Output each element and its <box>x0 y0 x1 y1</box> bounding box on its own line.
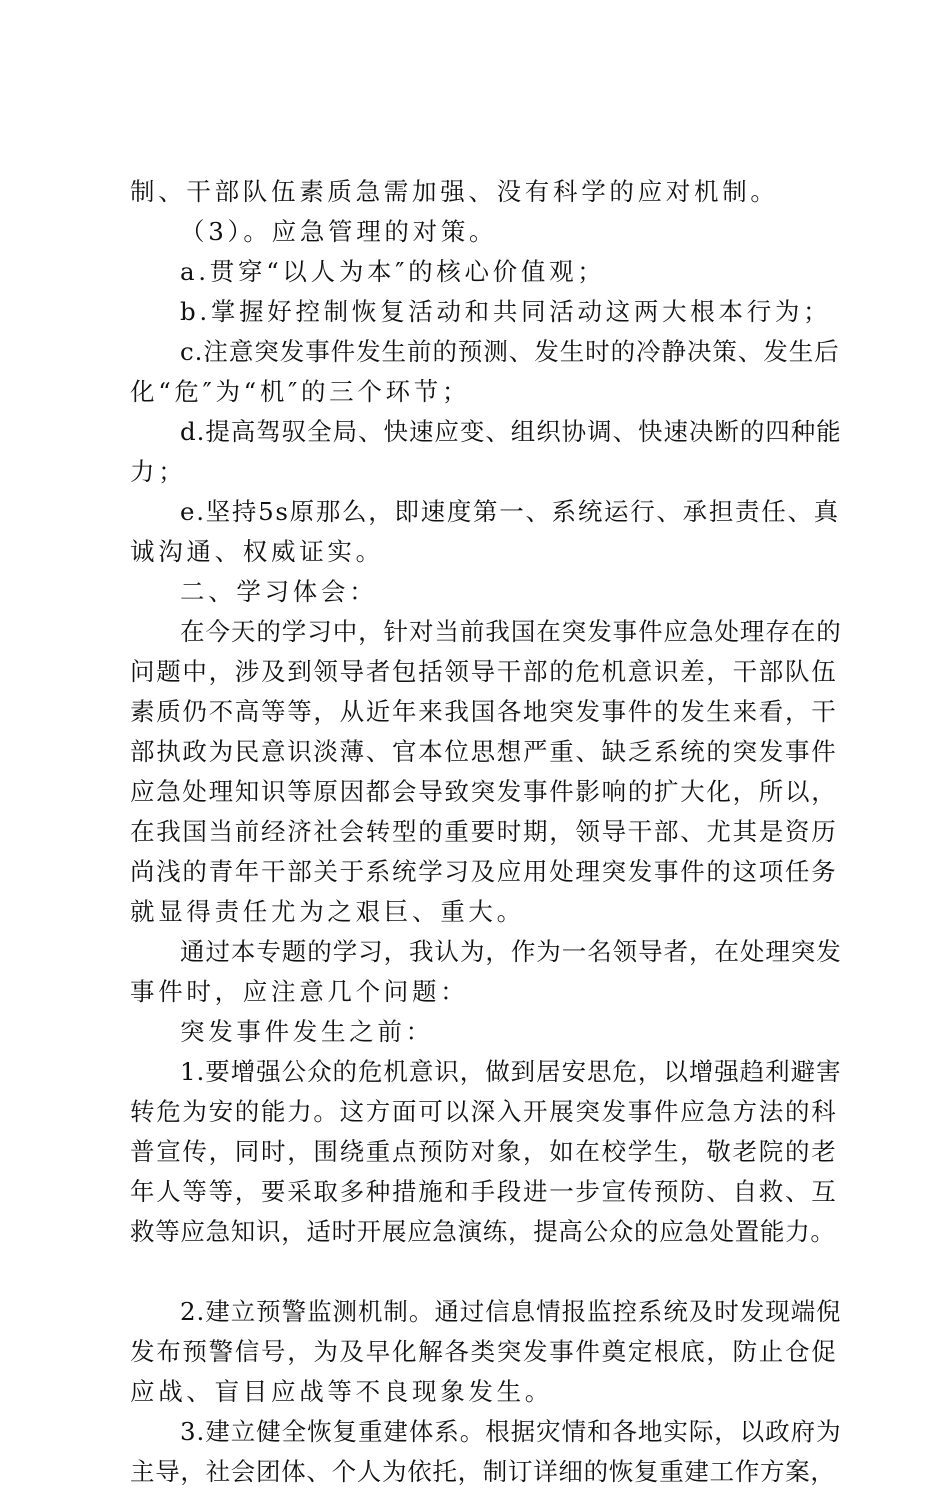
text-line: 就显得责任尤为之艰巨、重大。 <box>130 897 525 926</box>
text-line: 普宣传，同时，围绕重点预防对象，如在校学生，敬老院的老 <box>130 1137 838 1166</box>
blank-line <box>130 1252 842 1292</box>
paragraph-start: 在今天的学习中，针对当前我国在突发事件应急处理存在的 <box>180 617 842 646</box>
text-line: 转危为安的能力。这方面可以深入开展突发事件应急方法的科 <box>130 1097 838 1126</box>
text-line: 部执政为民意识淡薄、官本位思想严重、缺乏系统的突发事件 <box>130 737 838 766</box>
text-line: 素质仍不高等等，从近年来我国各地突发事件的发生来看，干 <box>130 697 838 726</box>
text-line: 力； <box>130 457 187 486</box>
text-line: 应战、盲目应战等不良现象发生。 <box>130 1377 553 1406</box>
section-heading: 突发事件发生之前： <box>180 1017 434 1046</box>
text-line: 主导，社会团体、个人为依托，制订详细的恢复重建工作方案， <box>130 1457 836 1486</box>
paragraph-start: 通过本专题的学习，我认为，作为一名领导者，在处理突发 <box>180 937 842 966</box>
text-line: 在我国当前经济社会转型的重要时期，领导干部、尤其是资历 <box>130 817 838 846</box>
text-line: 救等应急知识，适时开展应急演练，提高公众的应急处置能力。 <box>130 1217 836 1246</box>
section-heading: （3）。应急管理的对策。 <box>180 217 498 246</box>
list-item-2: 2.建立预警监测机制。通过信息情报监控系统及时发现端倪 <box>180 1297 842 1326</box>
text-line: 事件时，应注意几个问题： <box>130 977 469 1006</box>
text-line: 问题中，涉及到领导者包括领导干部的危机意识差，干部队伍 <box>130 657 838 686</box>
text-line: 诚沟通、权威证实。 <box>130 537 384 566</box>
list-item-c: c.注意突发事件发生前的预测、发生时的冷静决策、发生后 <box>180 337 840 366</box>
document-body <box>130 172 842 1492</box>
list-item-e: e.坚持5s原那么，即速度第一、系统运行、承担责任、真 <box>180 497 840 526</box>
text-line: 化“危″为“机″的三个环节； <box>130 377 471 406</box>
text-line: 发布预警信号，为及早化解各类突发事件奠定根底，防止仓促 <box>130 1337 838 1366</box>
list-item-a: a.贯穿“以人为本″的核心价值观； <box>180 257 606 286</box>
text-line: 尚浅的青年干部关于系统学习及应用处理突发事件的这项任务 <box>130 857 838 886</box>
list-item-d: d.提高驾驭全局、快速应变、组织协调、快速决断的四种能 <box>180 417 842 446</box>
text-line: 制、干部队伍素质急需加强、没有科学的应对机制。 <box>130 177 779 206</box>
text-line: 年人等等，要采取多种措施和手段进一步宣传预防、自救、互 <box>130 1177 838 1206</box>
section-heading: 二、学习体会： <box>180 577 378 606</box>
list-item-1: 1.要增强公众的危机意识，做到居安思危，以增强趋利避害 <box>180 1057 842 1086</box>
list-item-b: b.掌握好控制恢复活动和共同活动这两大根本行为； <box>180 297 832 326</box>
text-line: 应急处理知识等原因都会导致突发事件影响的扩大化，所以， <box>130 777 838 806</box>
list-item-3: 3.建立健全恢复重建体系。根据灾情和各地实际，以政府为 <box>180 1417 842 1446</box>
